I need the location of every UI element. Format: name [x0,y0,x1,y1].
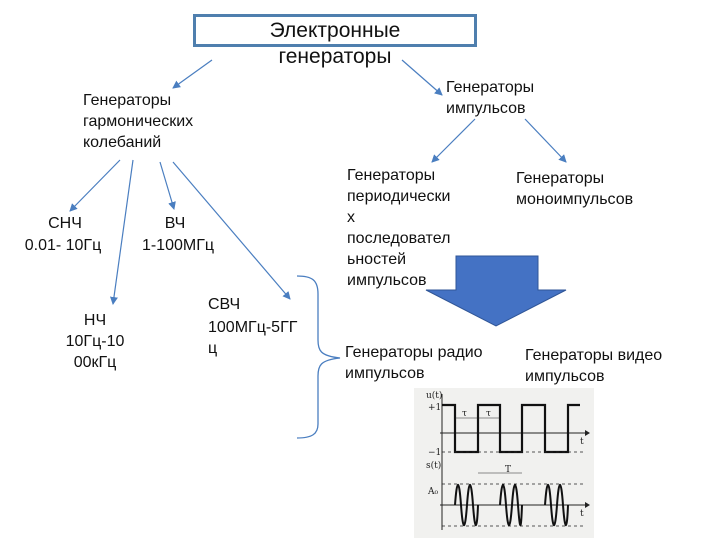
video-pulse-generators-label: Генераторы видео импульсов [525,347,663,385]
tau-label-1: τ [462,409,467,419]
plus-one-label: +1 [428,403,442,413]
period-label: T [505,465,512,475]
periodic-pulse-generators-label: Генераторы периодически х последовател ьностей импульсов [347,167,451,289]
svch-range: 100МГц-5ГГ ц [208,319,298,357]
bracket [297,276,340,438]
title-text: Электронные генераторы [269,19,401,68]
mono-pulse-generators-label: Генераторы моноимпульсов [516,170,634,208]
arrow-to-periodic [432,119,475,162]
radio-pulse-generators-label: Генераторы радио импульсов [345,344,483,382]
a0-label: A₀ [428,487,439,497]
minus-one-label: −1 [428,448,442,458]
arrow-to-svch [173,162,290,299]
arrow-to-mono [525,119,566,162]
arrow-to-snch [70,160,120,211]
tau-label-2: τ [486,409,491,419]
nch-range: 10Гц-10 00кГц [65,333,125,371]
waveform-figure [414,388,594,538]
snch-range: 0.01- 10Гц [24,237,102,254]
s-axis-label: s(t) [426,461,442,471]
nch-name: НЧ [83,312,107,329]
arrow-to-harmonic [173,60,212,88]
snch-name: СНЧ [48,215,82,232]
arrow-to-nch [113,160,133,304]
t-axis-label-lower: t [580,509,584,519]
pulse-generators-label: Генераторы импульсов [446,79,535,117]
big-down-arrow [426,256,566,326]
vch-range: 1-100МГц [141,237,215,254]
t-axis-label-upper: t [580,437,584,447]
svch-name: СВЧ [208,296,241,313]
harmonic-generators-label: Генераторы гармонических колебаний [83,92,194,151]
arrow-to-pulse [402,60,442,95]
u-axis-label: u(t) [426,391,443,401]
arrow-to-vch [160,162,174,209]
vch-name: ВЧ [164,215,186,232]
